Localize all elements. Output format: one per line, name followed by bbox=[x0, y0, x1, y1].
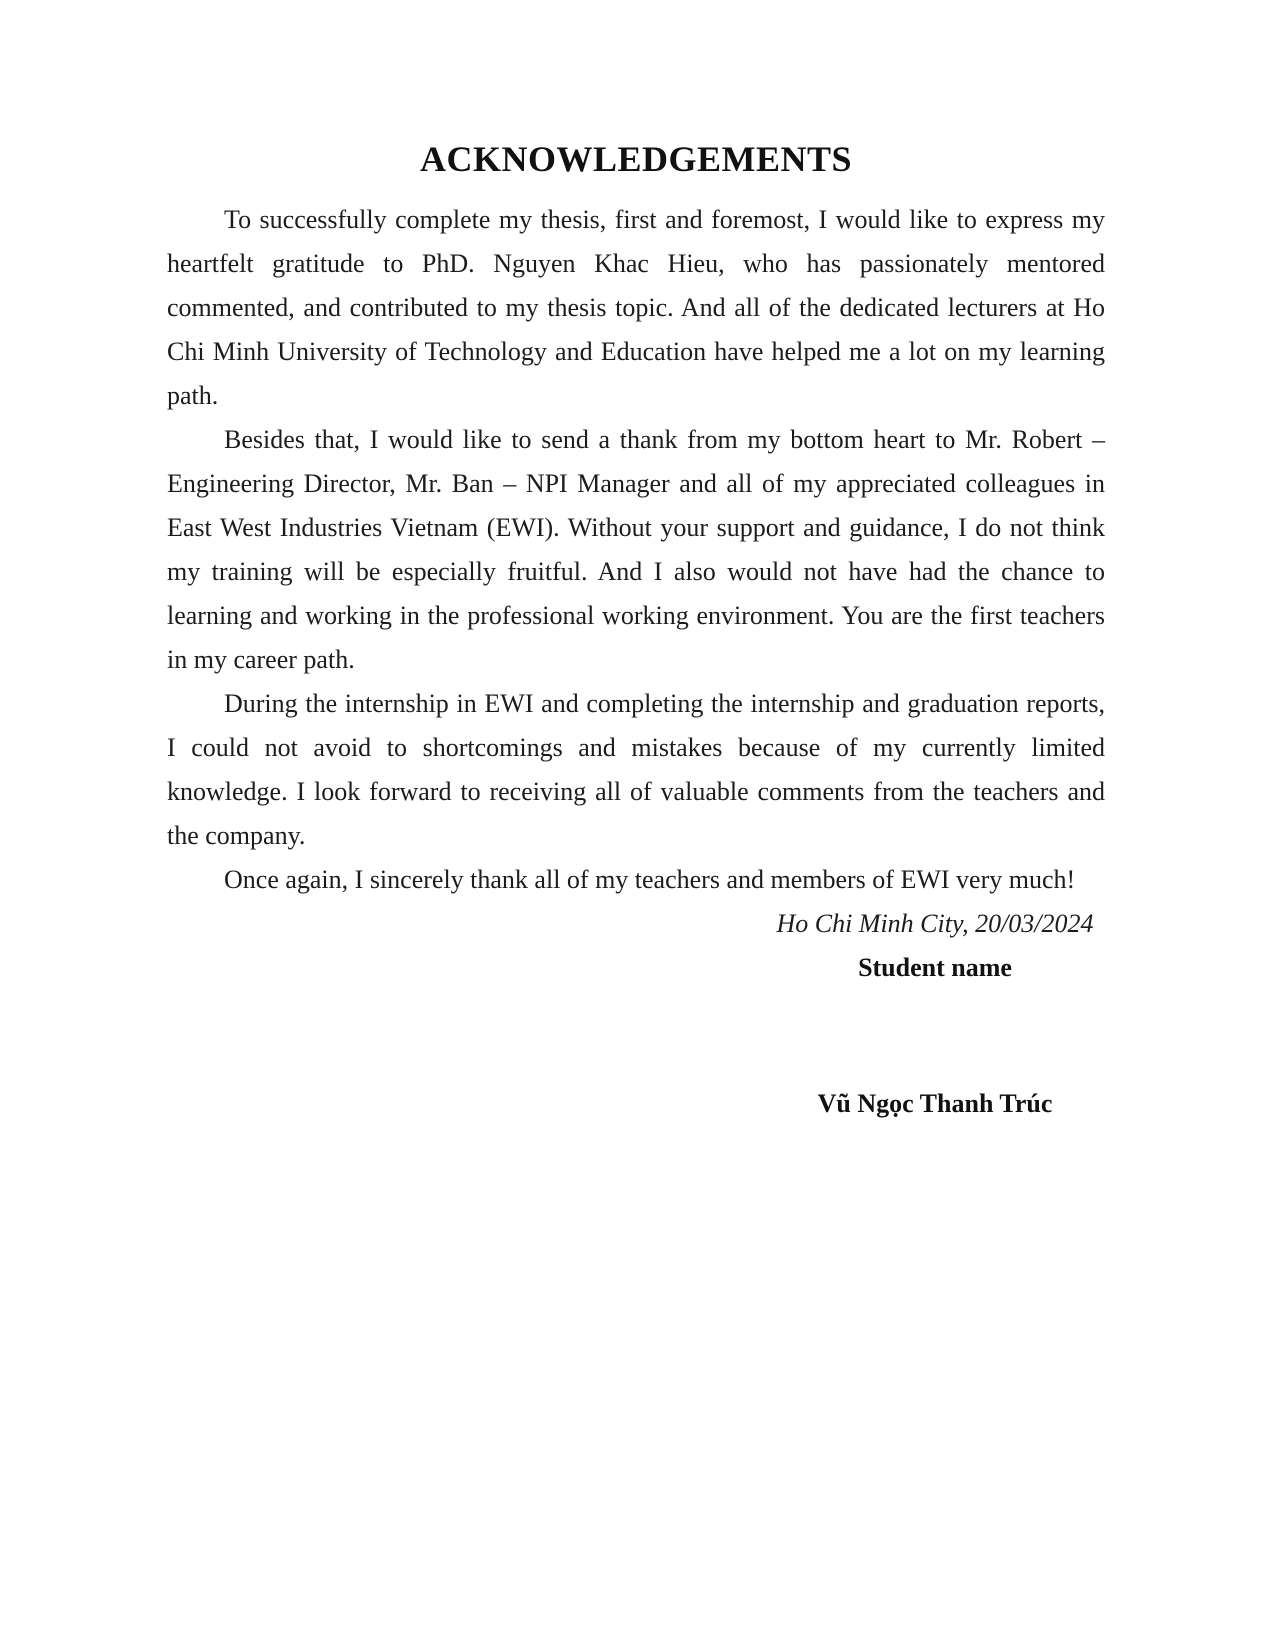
page-content bbox=[167, 138, 1105, 1126]
signature-label: Student name bbox=[858, 953, 1012, 982]
signature-place-date: Ho Chi Minh City, 20/03/2024 bbox=[776, 909, 1094, 938]
signature-block bbox=[765, 902, 1105, 1126]
paragraph-1: To successfully complete my thesis, first and foremost, I would like to express my heartfelt gratitude to PhD. Nguyen Khac Hieu, who has passionately mentored commented, and contributed to my thesis topic. And all of the dedicated lecturers at Ho Chi Minh University of Technology and Education have helped me a lot on my learning path. bbox=[167, 205, 1105, 410]
paragraph-3: During the internship in EWI and completing the internship and graduation reports, I could not avoid to shortcomings and mistakes because of my currently limited knowledge. I look forward to receiving all of valuable comments from the teachers and the company. bbox=[167, 689, 1105, 850]
paragraph-4: Once again, I sincerely thank all of my teachers and members of EWI very much! bbox=[224, 865, 1076, 894]
page-title: ACKNOWLEDGEMENTS bbox=[419, 139, 853, 179]
signature-name: Vũ Ngọc Thanh Trúc bbox=[817, 1089, 1053, 1118]
paragraph-2: Besides that, I would like to send a thank from my bottom heart to Mr. Robert – Engineering Director, Mr. Ban – NPI Manager and all of my appreciated colleagues in East West Industries Vietnam (EWI). Without your support and guidance, I do not think my training will be especially fruitful. And I also would not have had the chance to learning and working in the professional working environment. You are the first teachers in my career path. bbox=[167, 425, 1105, 674]
